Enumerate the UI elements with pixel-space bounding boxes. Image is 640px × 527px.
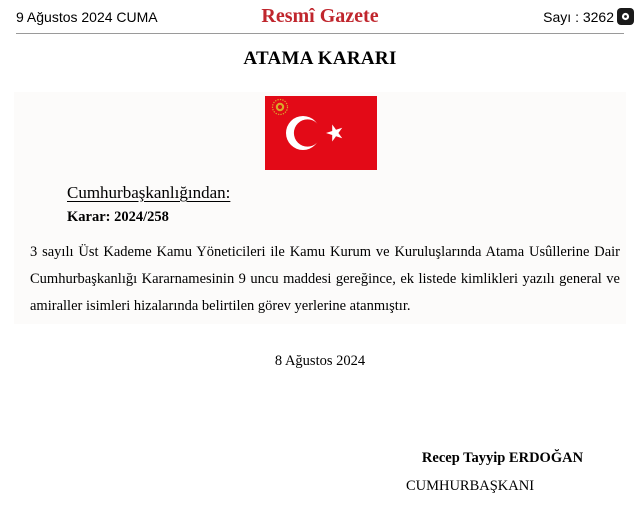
decision-number: Karar: 2024/258 — [67, 209, 169, 225]
decision-heading: ATAMA KARARI — [243, 48, 397, 69]
signing-date: 8 Ağustos 2024 — [274, 353, 366, 369]
overflow-icon[interactable] — [617, 8, 634, 25]
signer-title: CUMHURBAŞKANI — [405, 478, 535, 494]
gazette-date: 9 Ağustos 2024 CUMA — [16, 9, 158, 25]
issuer-heading: Cumhurbaşkanlığından: — [67, 183, 231, 202]
turkish-flag-icon — [265, 96, 377, 170]
gazette-title: Resmî Gazete — [261, 5, 379, 27]
header-divider — [16, 33, 624, 34]
decision-body: 3 sayılı Üst Kademe Kamu Yöneticileri ile Kamu Kurum ve Kuruluşlarında Atama Usûllerine Dair Cumhurbaşkanlığı Kararnamesinin 9 uncu maddesi gereğince, ek listede kimlikleri yazılı general ve amiraller isimleri hizalarında belirtilen görev yerlerine atanmıştır. — [30, 244, 620, 314]
issue-number: Sayı : 3262 — [543, 9, 614, 25]
signer-name: Recep Tayyip ERDOĞAN — [421, 450, 584, 466]
